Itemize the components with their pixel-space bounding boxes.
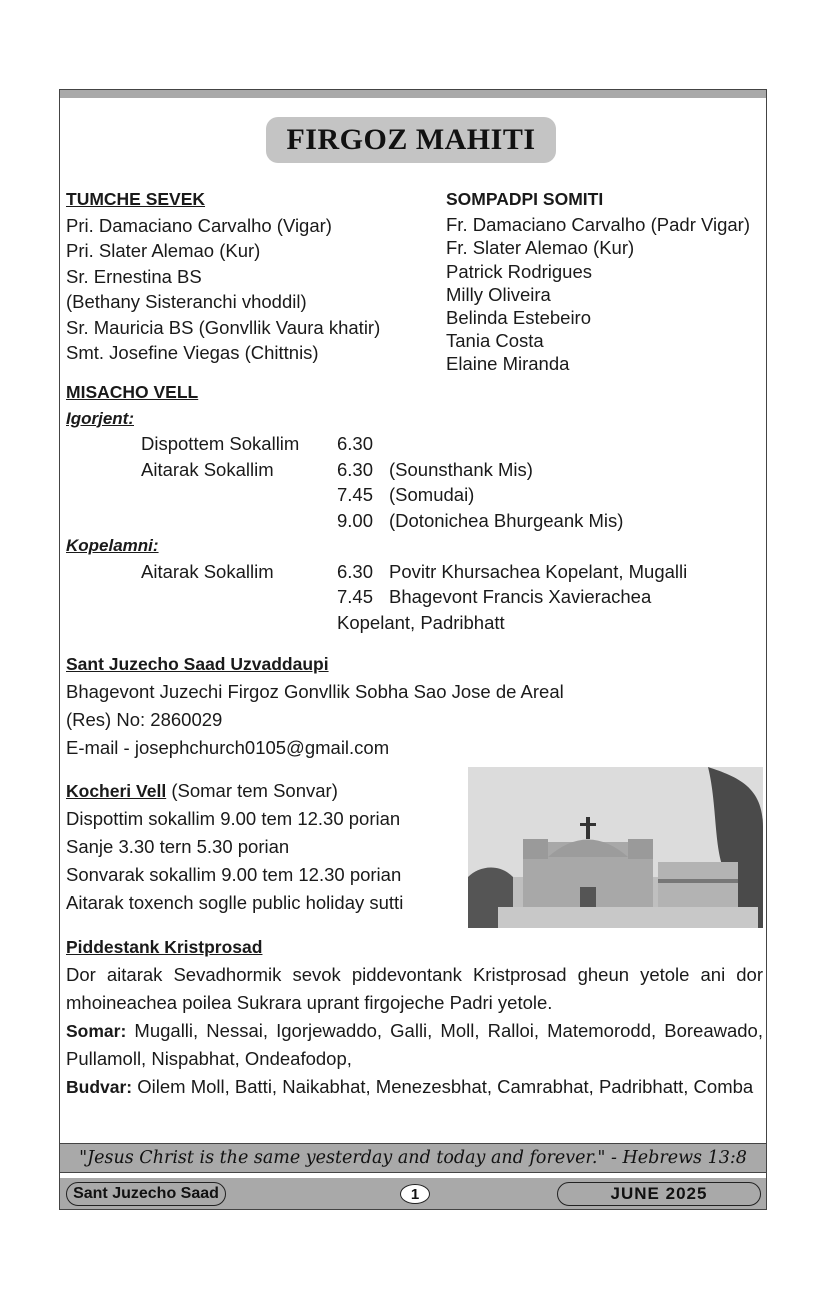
igorjent-label: Igorjent: bbox=[66, 408, 134, 428]
budvar-line: Budvar: Oilem Moll, Batti, Naikabhat, Menezesbhat, Camrabhat, Padribhatt, Comba bbox=[66, 1076, 754, 1097]
publication-name: Sant Juzecho Saad bbox=[66, 1182, 226, 1206]
email-line[interactable]: E-mail - josephchurch0105@gmail.com bbox=[66, 737, 390, 758]
piddestank-section bbox=[66, 933, 763, 1101]
church-photo bbox=[468, 767, 763, 928]
section-heading: TUMCHE SEVEK bbox=[66, 189, 206, 209]
hours-line: Sanje 3.30 tern 5.30 porian bbox=[66, 836, 290, 857]
list-item: Pri. Damaciano Carvalho (Vigar) bbox=[66, 214, 332, 236]
kopelamni-label: Kopelamni: bbox=[66, 536, 159, 555]
list-item: Fr. Slater Alemao (Kur) bbox=[446, 237, 635, 259]
list-item: Smt. Josefine Viegas (Chittnis) bbox=[66, 342, 319, 363]
section-heading: Kocheri Vell bbox=[66, 781, 167, 801]
mass-row: Dispottem Sokallim 6.30 bbox=[141, 433, 374, 454]
section-heading: MISACHO VELL bbox=[66, 382, 199, 402]
tumche-sevek-section bbox=[66, 187, 380, 366]
list-item: (Bethany Sisteranchi vhoddil) bbox=[66, 291, 307, 312]
sompadpi-somiti-section bbox=[446, 188, 750, 376]
budvar-label: Budvar: bbox=[66, 1077, 133, 1097]
newsletter-page bbox=[59, 89, 767, 1210]
list-item: Tania Costa bbox=[446, 330, 544, 352]
list-item: Elaine Miranda bbox=[446, 353, 570, 375]
hours-line: Dispottim sokallim 9.00 tem 12.30 porian bbox=[66, 808, 401, 829]
kocheri-vell-section bbox=[66, 777, 403, 917]
hours-line: Aitarak toxench soglle public holiday sutti bbox=[66, 892, 404, 913]
mass-row: 7.45 Bhagevont Francis Xavierachea bbox=[337, 586, 652, 607]
section-heading: Sant Juzecho Saad Uzvaddaupi bbox=[66, 654, 329, 674]
list-item: Pri. Slater Alemao (Kur) bbox=[66, 240, 261, 261]
page-number: 1 bbox=[400, 1184, 430, 1204]
section-heading: SOMPADPI SOMITI bbox=[446, 189, 604, 209]
issue-date: JUNE 2025 bbox=[557, 1182, 761, 1206]
somar-label: Somar: bbox=[66, 1021, 127, 1041]
title-banner bbox=[266, 117, 556, 163]
list-item: Sr. Ernestina BS bbox=[66, 265, 202, 287]
page-title: FIRGOZ MAHITI bbox=[286, 123, 536, 156]
address-line: Bhagevont Juzechi Firgoz Gonvllik Sobha Sao Jose de Areal bbox=[66, 681, 564, 702]
scripture-quote: "Jesus Christ is the same yesterday and today and forever." - Hebrews 13:8 bbox=[60, 1143, 766, 1173]
somar-line: Somar: Mugalli, Nessai, Igorjewaddo, Galli, Moll, Ralloi, Matemorodd, Boreawado, Pullamoll, Nispabhat, Ondeafodop, bbox=[66, 1020, 763, 1069]
mass-row: 9.00 (Dotonichea Bhurgeank Mis) bbox=[337, 509, 624, 531]
misacho-vell-section bbox=[66, 380, 687, 635]
list-item: Fr. Damaciano Carvalho (Padr Vigar) bbox=[446, 214, 751, 236]
list-item: Milly Oliveira bbox=[446, 283, 551, 305]
uzvaddaupi-section bbox=[66, 650, 564, 762]
section-heading-suffix: (Somar tem Sonvar) bbox=[166, 780, 338, 801]
mass-row: Kopelant, Padribhatt bbox=[337, 611, 505, 633]
hours-line: Sonvarak sokallim 9.00 tem 12.30 porian bbox=[66, 864, 402, 885]
top-bar bbox=[60, 90, 766, 98]
church-illustration bbox=[468, 767, 763, 928]
list-item: Belinda Estebeiro bbox=[446, 307, 592, 329]
footer-bar bbox=[60, 1178, 766, 1209]
list-item: Patrick Rodrigues bbox=[446, 260, 593, 282]
list-item: Sr. Mauricia BS (Gonvllik Vaura khatir) bbox=[66, 316, 381, 338]
paragraph: Dor aitarak Sevadhormik sevok piddevontank Kristprosad gheun yetole ani dor mhoineachea poilea Sukrara uprant firgojeche Padri yetole. bbox=[66, 964, 763, 1013]
section-heading: Piddestank Kristprosad bbox=[66, 937, 263, 957]
phone-line: (Res) No: 2860029 bbox=[66, 709, 223, 730]
mass-row: Aitarak Sokallim 6.30 (Sounsthank Mis) bbox=[141, 458, 533, 480]
mass-row: 7.45 (Somudai) bbox=[337, 484, 475, 505]
mass-row: Aitarak Sokallim 6.30 Povitr Khursachea Kopelant, Mugalli bbox=[141, 560, 688, 582]
